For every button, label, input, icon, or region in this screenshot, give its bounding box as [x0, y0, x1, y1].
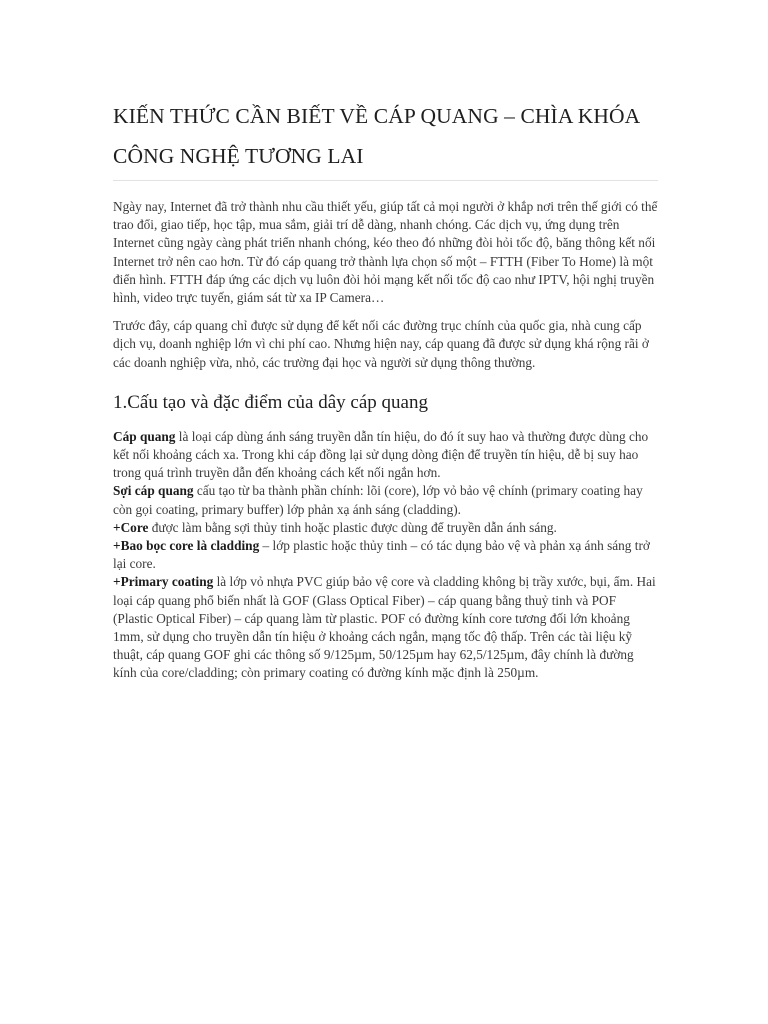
term-cladding: +Bao bọc core là cladding [113, 538, 260, 554]
fiber-definition-text: là loại cáp dùng ánh sáng truyền dẫn tín hiệu, do đó ít suy hao và thường được dùng cho kết nối khoảng cách xa. Trong khi cáp đồng lại sử dụng dòng điện để truyền tín hiệu, dễ bị suy hao trong quá trình truyền dẫn đến khoảng cách kết nối ngắn hơn. [113, 428, 649, 481]
term-soi-cap-quang: Sợi cáp quang [113, 483, 194, 499]
fiber-structure-text: cấu tạo từ ba thành phần chính: lõi (core), lớp vỏ bảo vệ chính (primary coating hay còn gọi coating, primary buffer) lớp phản xạ ánh sáng (cladding). [113, 483, 643, 517]
document-page [113, 96, 658, 683]
intro-paragraph-2: Trước đây, cáp quang chỉ được sử dụng để kết nối các đường trục chính của quốc gia, nhà cung cấp dịch vụ, doanh nghiệp lớn vì chi phí cao. Nhưng hiện nay, cáp quang đã được sử dụng khá rộng rãi ở các doanh nghiệp vừa, nhỏ, các trường đại học và người sử dụng thông thường. [113, 318, 649, 370]
cladding-text: – lớp plastic hoặc thủy tinh – có tác dụng bảo vệ và phản xạ ánh sáng trở lại core. [113, 538, 650, 572]
primary-coating-text: là lớp vỏ nhựa PVC giúp bảo vệ core và cladding không bị trầy xước, bụi, ẩm. Hai loại cáp quang phổ biến nhất là GOF (Glass Optical Fiber) – cáp quang bằng thuỷ tinh và POF (Plastic Optical Fiber) – cáp quang làm từ plastic. POF có đường kính core tương đối lớn khoảng 1mm, sử dụng cho truyền dẫn tín hiệu ở khoảng cách ngắn, mạng tốc độ thấp. Trên các tài liệu kỹ thuật, cáp quang GOF ghi các thông số 9/125µm, 50/125µm hay 62,5/125µm, đây chính là đường kính của core/cladding; còn primary coating có đường kính mặc định là 250µm. [113, 574, 656, 681]
section-paragraph-primary-coating [113, 573, 658, 682]
title-divider [113, 180, 658, 181]
section-paragraph-cladding [113, 537, 658, 573]
section-paragraph-core [113, 519, 658, 537]
intro-paragraph-1: Ngày nay, Internet đã trở thành nhu cầu thiết yếu, giúp tất cả mọi người ở khắp nơi trên thế giới có thể trao đổi, giao tiếp, học tập, mua sắm, giải trí dễ dàng, nhanh chóng. Các dịch vụ, ứng dụng trên Internet cũng ngày càng phát triển nhanh chóng, kéo theo đó những đòi hỏi tốc độ, băng thông kết nối Internet trở nên cao hơn. Từ đó cáp quang trở thành lựa chọn số một – FTTH (Fiber To Home) là một điển hình. FTTH đáp ứng các dịch vụ luôn đòi hỏi mạng kết nối tốc độ cao như IPTV, hội nghị truyền hình, video trực tuyến, giám sát từ xa IP Camera… [113, 199, 658, 306]
section-heading-structure: 1.Cấu tạo và đặc điểm của dây cáp quang [113, 391, 428, 413]
core-text: được làm bằng sợi thủy tinh hoặc plastic được dùng để truyền dẫn ánh sáng. [148, 519, 557, 535]
page-title: KIẾN THỨC CẦN BIẾT VỀ CÁP QUANG – CHÌA KHÓA CÔNG NGHỆ TƯƠNG LAI [113, 104, 640, 168]
term-core: +Core [113, 519, 149, 535]
section-paragraph-fiber-structure [113, 482, 658, 518]
term-primary-coating: +Primary coating [113, 574, 214, 590]
term-cap-quang: Cáp quang [113, 428, 176, 444]
section-paragraph-fiber-definition [113, 428, 658, 483]
